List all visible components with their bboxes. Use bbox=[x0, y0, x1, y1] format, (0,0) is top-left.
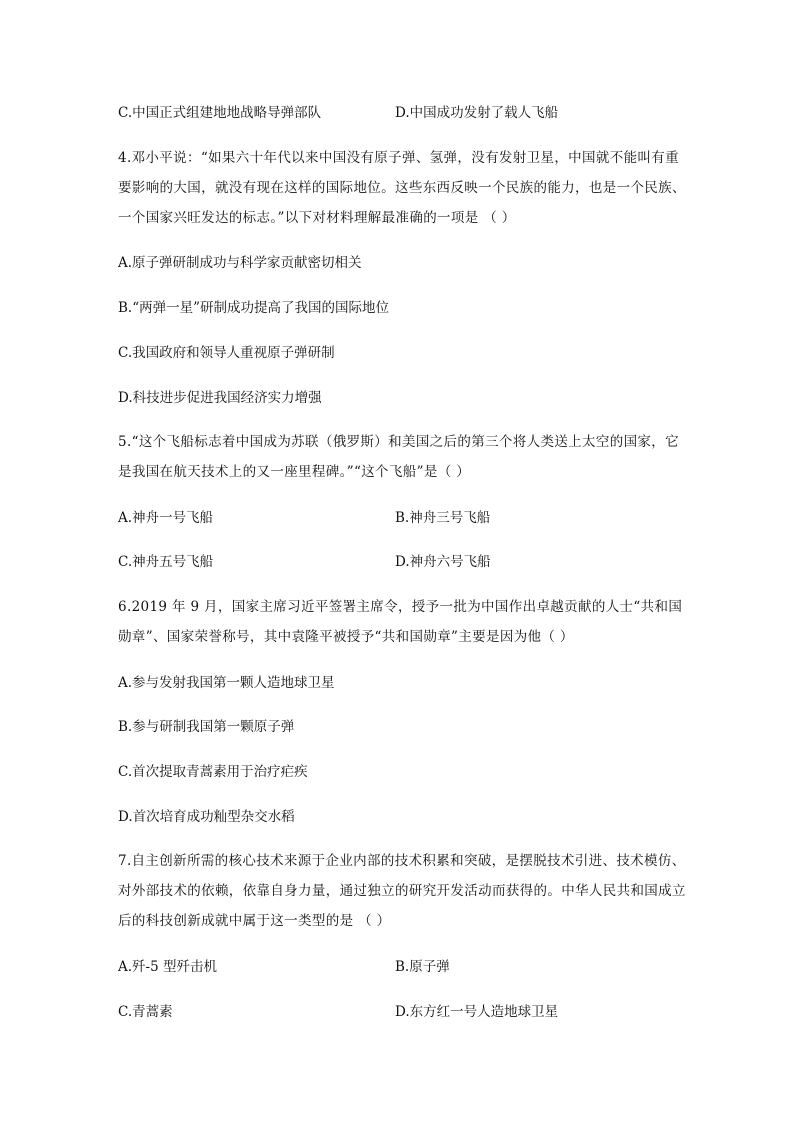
q4-stem-line-2: 要影响的大国，就没有现在这样的国际地位。这些东西反映一个民族的能力，也是一个民族、 bbox=[118, 180, 686, 196]
q3-option-c: C.中国正式组建地地战略导弹部队 bbox=[118, 105, 322, 121]
q6-stem-line-2: 勋章”、国家荣誉称号，其中袁隆平被授予“共和国勋章”主要是因为他（ ） bbox=[118, 629, 574, 645]
q6-option-d: D.首次培育成功籼型杂交水稻 bbox=[118, 809, 295, 825]
q4-option-a: A.原子弹研制成功与科学家贡献密切相关 bbox=[118, 255, 362, 271]
q7-stem-line-2: 对外部技术的依赖，依靠自身力量，通过独立的研究开发活动而获得的。中华人民共和国成立 bbox=[118, 883, 686, 899]
q5-option-c: C.神舟五号飞船 bbox=[118, 554, 214, 570]
q6-stem-line-1: 6.2019 年 9 月，国家主席习近平签署主席令，授予一批为中国作出卓越贡献的人士“共和国 bbox=[118, 599, 683, 615]
q6-option-a: A.参与发射我国第一颗人造地球卫星 bbox=[118, 675, 335, 691]
q5-option-b: B.神舟三号飞船 bbox=[395, 510, 491, 526]
q5-option-a: A.神舟一号飞船 bbox=[118, 510, 214, 526]
q5-stem-line-2: 是我国在航天技术上的又一座里程碑。”“这个飞船”是（ ） bbox=[118, 464, 471, 480]
q7-option-c: C.青蒿素 bbox=[118, 1004, 173, 1020]
q7-option-d: D.东方红一号人造地球卫星 bbox=[395, 1004, 559, 1020]
q6-option-c: C.首次提取青蒿素用于治疗疟疾 bbox=[118, 764, 308, 780]
q6-option-b: B.参与研制我国第一颗原子弹 bbox=[118, 719, 295, 735]
q4-stem-line-1: 4.邓小平说：“如果六十年代以来中国没有原子弹、氢弹，没有发射卫星，中国就不能叫有重 bbox=[118, 150, 679, 166]
q5-option-d: D.神舟六号飞船 bbox=[395, 554, 491, 570]
q4-stem-line-3: 一个国家兴旺发达的标志。”以下对材料理解最准确的一项是 （ ） bbox=[118, 210, 516, 226]
q7-stem-line-1: 7.自主创新所需的核心技术来源于企业内部的技术积累和突破，是摆脱技术引进、技术模仿、 bbox=[118, 853, 686, 869]
q3-option-d: D.中国成功发射了载人飞船 bbox=[395, 105, 559, 121]
q5-stem-line-1: 5.“这个飞船标志着中国成为苏联（俄罗斯）和美国之后的第三个将人类送上太空的国家，它 bbox=[118, 434, 679, 450]
q7-stem-line-3: 后的科技创新成就中属于这一类型的是 （ ） bbox=[118, 913, 391, 929]
q7-option-b: B.原子弹 bbox=[395, 959, 450, 975]
q7-option-a: A.歼-5 型歼击机 bbox=[118, 959, 217, 975]
q4-option-b: B.“两弹一星”研制成功提高了我国的国际地位 bbox=[118, 300, 390, 316]
q4-option-d: D.科技进步促进我国经济实力增强 bbox=[118, 390, 322, 406]
q4-option-c: C.我国政府和领导人重视原子弹研制 bbox=[118, 345, 335, 361]
